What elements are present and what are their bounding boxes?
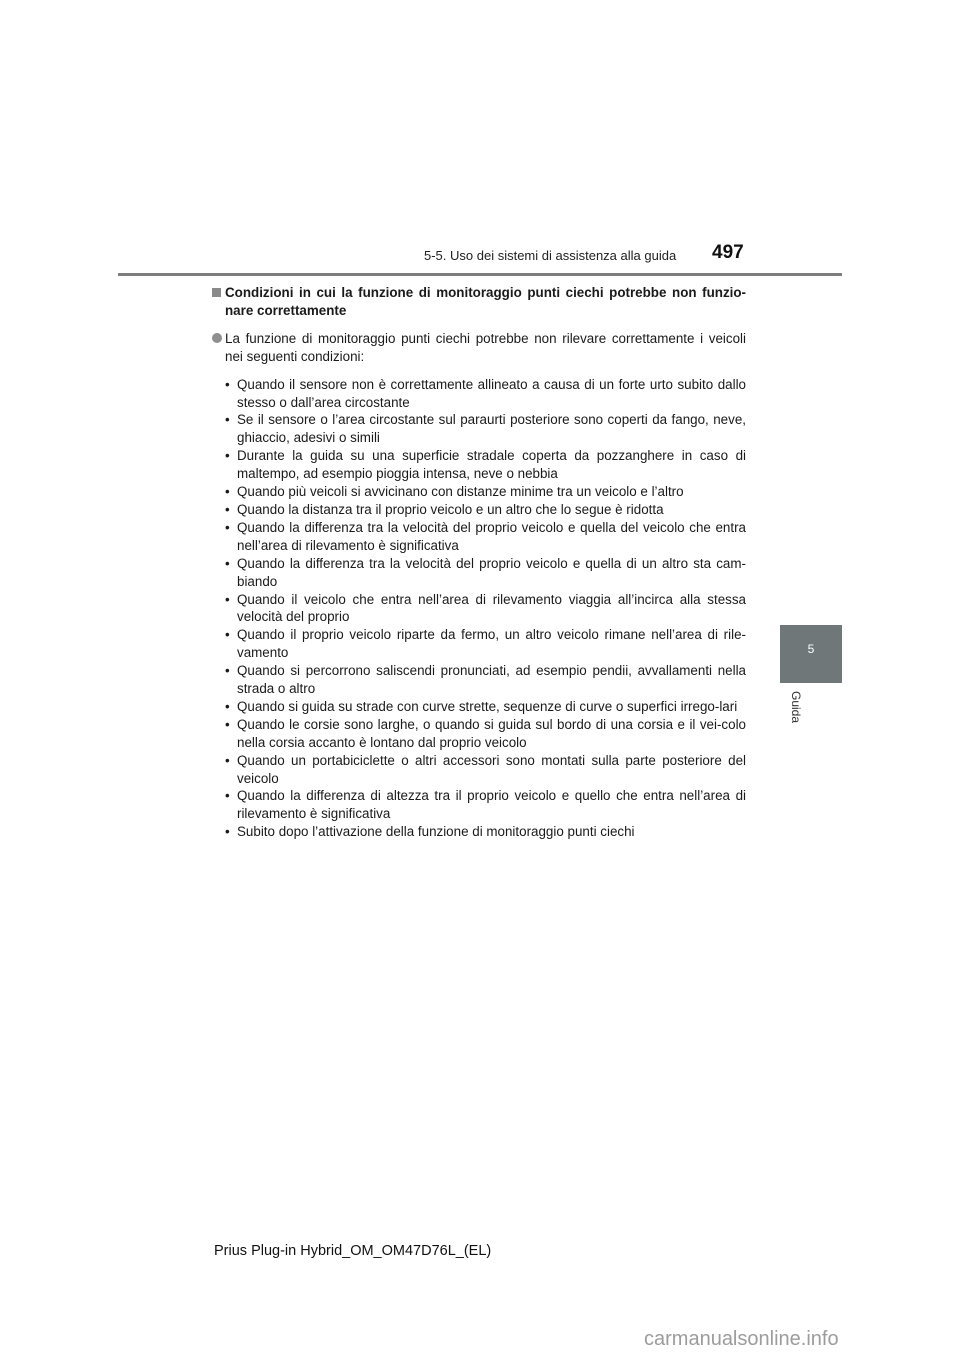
chapter-label: Guida bbox=[789, 691, 803, 724]
list-item bbox=[225, 698, 746, 716]
list-item bbox=[225, 519, 746, 555]
list-item-text: Quando la distanza tra il proprio veicolo e un altro che lo segue è ridotta bbox=[237, 501, 664, 517]
lead-paragraph bbox=[212, 330, 746, 366]
list-item-text: Quando la differenza tra la velocità del proprio veicolo e quella di un altro sta cam-biando bbox=[237, 555, 746, 589]
bullet-dot-icon: • bbox=[225, 555, 230, 571]
chapter-tab: 5 bbox=[780, 625, 842, 683]
bullet-dot-icon: • bbox=[225, 376, 230, 392]
list-item bbox=[225, 752, 746, 788]
list-item bbox=[225, 411, 746, 447]
bullet-dot-icon: • bbox=[225, 484, 230, 500]
watermark: carmanualsonline.info bbox=[644, 1328, 839, 1350]
header-divider bbox=[118, 273, 842, 276]
list-item bbox=[225, 447, 746, 483]
list-item-text: Quando le corsie sono larghe, o quando si guida sul bordo di una corsia e il vei-colo nella corsia accanto è lontano dal proprio veicolo bbox=[237, 716, 746, 750]
list-item bbox=[225, 555, 746, 591]
section-title: 5-5. Uso dei sistemi di assistenza alla guida bbox=[424, 248, 677, 263]
section-heading-text: Condizioni in cui la funzione di monitoraggio punti ciechi potrebbe non funzio-nare correttamente bbox=[225, 285, 746, 318]
page-number: 497 bbox=[712, 242, 744, 263]
list-item bbox=[225, 483, 746, 501]
list-item-text: Durante la guida su una superficie stradale coperta da pozzanghere in caso di maltempo, ad esempio pioggia intensa, neve o nebbia bbox=[237, 448, 746, 482]
list-item-text: Quando si guida su strade con curve strette, sequenze di curve o superfici irrego-lari bbox=[237, 698, 738, 714]
bullet-dot-icon: • bbox=[225, 824, 230, 840]
list-item-text: Quando si percorrono saliscendi pronunciati, ad esempio pendii, avvallamenti nella strada o altro bbox=[237, 663, 746, 697]
list-item bbox=[225, 716, 746, 752]
bullet-dot-icon: • bbox=[225, 501, 230, 517]
list-item-text: Quando più veicoli si avvicinano con distanze minime tra un veicolo e l’altro bbox=[237, 484, 684, 500]
bullet-dot-icon: • bbox=[225, 412, 230, 428]
list-item-text: Subito dopo l’attivazione della funzione di monitoraggio punti ciechi bbox=[237, 824, 635, 840]
bullet-dot-icon: • bbox=[225, 627, 230, 643]
conditions-list bbox=[212, 376, 746, 842]
lead-paragraph-text: La funzione di monitoraggio punti ciechi potrebbe non rilevare correttamente i veicoli nei seguenti condizioni: bbox=[225, 330, 746, 364]
list-item bbox=[225, 376, 746, 412]
list-item bbox=[225, 823, 746, 841]
bullet-dot-icon: • bbox=[225, 591, 230, 607]
square-bullet-icon bbox=[212, 288, 221, 297]
list-item bbox=[225, 501, 746, 519]
list-item-text: Quando la differenza tra la velocità del proprio veicolo e quella del veicolo che entra nell’area di rilevamento è significativa bbox=[237, 519, 746, 553]
list-item-text: Se il sensore o l’area circostante sul paraurti posteriore sono coperti da fango, neve, ghiaccio, adesivi o simili bbox=[237, 412, 746, 446]
list-item-text: Quando il sensore non è correttamente allineato a causa di un forte urto subito dallo stesso o dall’area circostante bbox=[237, 376, 746, 410]
bullet-dot-icon: • bbox=[225, 519, 230, 535]
list-item-text: Quando un portabiciclette o altri accessori sono montati sulla parte posteriore del veicolo bbox=[237, 752, 746, 786]
main-content bbox=[212, 284, 746, 841]
list-item-text: Quando il veicolo che entra nell’area di rilevamento viaggia all’incirca alla stessa velocità del proprio bbox=[237, 591, 746, 625]
bullet-dot-icon: • bbox=[225, 448, 230, 464]
list-item bbox=[225, 591, 746, 627]
section-heading bbox=[212, 284, 746, 320]
list-item bbox=[225, 787, 746, 823]
manual-id: Prius Plug-in Hybrid_OM_OM47D76L_(EL) bbox=[214, 1243, 492, 1259]
list-item bbox=[225, 662, 746, 698]
circle-bullet-icon bbox=[212, 333, 222, 343]
bullet-dot-icon: • bbox=[225, 663, 230, 679]
bullet-dot-icon: • bbox=[225, 788, 230, 804]
bullet-dot-icon: • bbox=[225, 752, 230, 768]
list-item-text: Quando il proprio veicolo riparte da fermo, un altro veicolo rimane nell’area di rile-vamento bbox=[237, 627, 746, 661]
list-item-text: Quando la differenza di altezza tra il proprio veicolo e quello che entra nell’area di rilevamento è significativa bbox=[237, 788, 746, 822]
list-item bbox=[225, 626, 746, 662]
bullet-dot-icon: • bbox=[225, 716, 230, 732]
bullet-dot-icon: • bbox=[225, 698, 230, 714]
